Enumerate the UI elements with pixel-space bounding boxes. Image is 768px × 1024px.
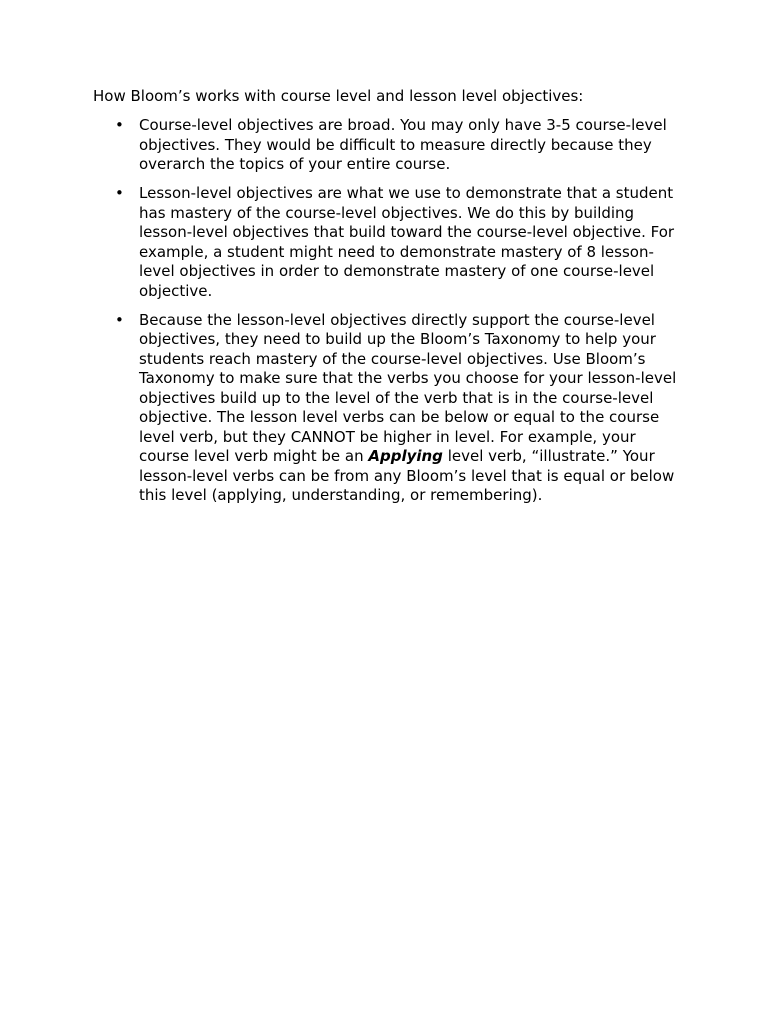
emphasis-applying: Applying xyxy=(368,447,443,465)
bullet-text-before: Because the lesson-level objectives directly support the course-level objectives, they need to build up the Bloom’s Taxonomy to help your students reach mastery of the course-level objectives. Use Bloom’s Taxonomy to make sure that the verbs you choose for your lesson-level objectives build up to the level of the verb that is in the course-level objective. The lesson level verbs can be below or equal to the course level verb, but they CANNOT be higher in level. For example, your course level verb might be an xyxy=(139,310,677,465)
bullet-text: Lesson-level objectives are what we use to demonstrate that a student has mastery of the course-level objectives. We do this by building lesson-level objectives that build toward the course-level objective. For example, a student might need to demonstrate mastery of 8 lesson-level objectives in order to demonstrate mastery of one course-level objective. xyxy=(139,184,675,300)
intro-paragraph: How Bloom’s works with course level and lesson level objectives: xyxy=(93,87,584,105)
list-item xyxy=(93,311,683,506)
list-item xyxy=(93,116,683,175)
list-item xyxy=(93,184,683,301)
bullet-text-after: level verb, “illustrate.” Your lesson-level verbs can be from any Bloom’s level that is equal or below this level (applying, understanding, or remembering). xyxy=(139,447,675,504)
bullet-icon: • xyxy=(115,116,124,134)
bullet-text: Course-level objectives are broad. You may only have 3-5 course-level objectives. They would be difficult to measure directly because they overarch the topics of your entire course. xyxy=(139,116,667,173)
bullet-icon: • xyxy=(115,184,124,202)
bullet-list xyxy=(93,116,683,515)
bullet-icon: • xyxy=(115,310,124,329)
